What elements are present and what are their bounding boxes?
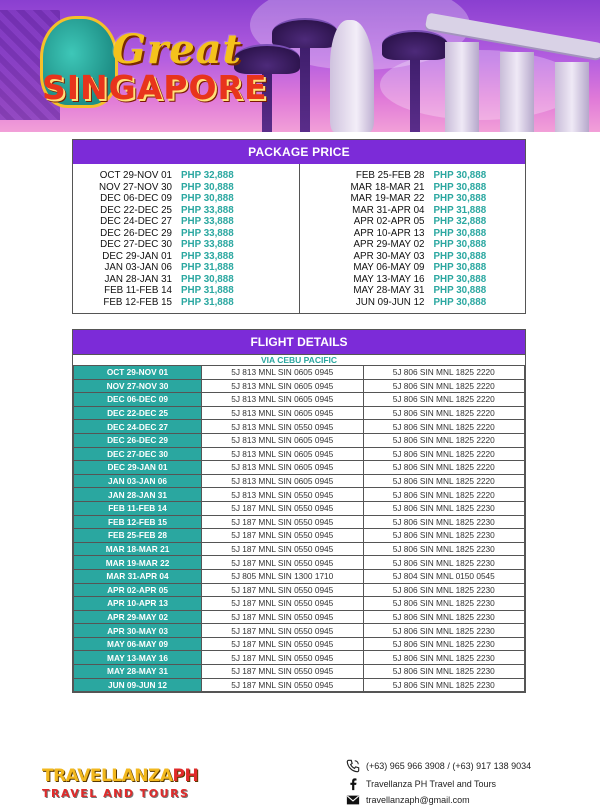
phone-icon (346, 759, 360, 773)
travel-dates: MAR 31-APR 04 (352, 204, 425, 216)
return-flight: 5J 806 SIN MNL 1825 2230 (363, 556, 525, 570)
flight-dates: MAR 31-APR 04 (74, 569, 202, 583)
great-singapore-logo (40, 12, 268, 122)
outbound-flight: 5J 813 MNL SIN 0550 0945 (202, 488, 364, 502)
facebook-page: Travellanza PH Travel and Tours (366, 778, 497, 789)
package-price: PHP 30,888 (433, 262, 487, 273)
outbound-flight: 5J 813 MNL SIN 0605 0945 (202, 379, 364, 393)
package-price: PHP 30,888 (433, 239, 487, 250)
package-price: PHP 31,888 (181, 285, 234, 296)
return-flight: 5J 806 SIN MNL 1825 2220 (363, 461, 525, 475)
package-price: PHP 30,888 (181, 273, 234, 285)
travel-dates: APR 10-APR 13 (353, 227, 425, 239)
price-row (73, 228, 299, 240)
outbound-flight: 5J 187 MNL SIN 0550 0945 (202, 597, 364, 611)
hotel-tower (445, 42, 479, 132)
package-price-title: PACKAGE PRICE (73, 140, 525, 164)
price-row (73, 193, 299, 205)
table-row (74, 420, 525, 434)
package-price-right-column (300, 164, 526, 313)
supertree-decoration (300, 36, 310, 132)
travel-dates: MAR 18-MAR 21 (350, 181, 425, 193)
flight-dates: MAR 18-MAR 21 (74, 542, 202, 556)
package-price: PHP 30,888 (433, 181, 487, 193)
price-row (73, 274, 299, 286)
flight-dates: FEB 25-FEB 28 (74, 529, 202, 543)
return-flight: 5J 806 SIN MNL 1825 2230 (363, 529, 525, 543)
price-row (300, 228, 526, 240)
brand-tagline: TRAVEL AND TOURS (42, 787, 190, 800)
travel-dates: APR 29-MAY 02 (353, 239, 425, 250)
return-flight: 5J 806 SIN MNL 1825 2230 (363, 665, 525, 679)
price-row (300, 274, 526, 286)
package-price: PHP 33,888 (181, 250, 234, 262)
flight-dates: JAN 03-JAN 06 (74, 474, 202, 488)
flight-dates: FEB 12-FEB 15 (74, 515, 202, 529)
outbound-flight: 5J 813 MNL SIN 0605 0945 (202, 393, 364, 407)
table-row (74, 583, 525, 597)
outbound-flight: 5J 805 MNL SIN 1300 1710 (202, 569, 364, 583)
flight-details-title: FLIGHT DETAILS (73, 330, 525, 354)
package-price: PHP 30,888 (433, 273, 487, 285)
outbound-flight: 5J 187 MNL SIN 0550 0945 (202, 529, 364, 543)
flight-dates: JAN 28-JAN 31 (74, 488, 202, 502)
flight-dates: MAY 06-MAY 09 (74, 637, 202, 651)
price-row (300, 239, 526, 251)
outbound-flight: 5J 813 MNL SIN 0605 0945 (202, 406, 364, 420)
outbound-flight: 5J 187 MNL SIN 0550 0945 (202, 624, 364, 638)
travel-dates: JAN 03-JAN 06 (104, 262, 172, 273)
package-price: PHP 32,888 (433, 216, 487, 227)
travel-dates: DEC 29-JAN 01 (102, 250, 172, 262)
flight-dates: APR 30-MAY 03 (74, 624, 202, 638)
outbound-flight: 5J 187 MNL SIN 0550 0945 (202, 651, 364, 665)
price-row (73, 182, 299, 194)
logo-singapore-text: SINGAPORE (42, 68, 268, 107)
table-row (74, 515, 525, 529)
price-row (300, 205, 526, 217)
price-row (73, 297, 299, 309)
return-flight: 5J 806 SIN MNL 1825 2220 (363, 379, 525, 393)
package-price: PHP 31,888 (433, 204, 487, 216)
package-price: PHP 33,888 (181, 227, 234, 239)
table-row (74, 542, 525, 556)
package-price: PHP 33,888 (181, 204, 234, 216)
outbound-flight: 5J 187 MNL SIN 0550 0945 (202, 583, 364, 597)
flight-details-table (72, 329, 526, 693)
price-row (300, 216, 526, 228)
table-row (74, 597, 525, 611)
outbound-flight: 5J 187 MNL SIN 0550 0945 (202, 665, 364, 679)
travel-dates: NOV 27-NOV 30 (99, 181, 172, 193)
outbound-flight: 5J 813 MNL SIN 0605 0945 (202, 447, 364, 461)
price-row (73, 205, 299, 217)
return-flight: 5J 806 SIN MNL 1825 2230 (363, 501, 525, 515)
package-price: PHP 33,888 (181, 239, 234, 250)
price-row (73, 262, 299, 274)
price-row (73, 239, 299, 251)
flight-dates: DEC 22-DEC 25 (74, 406, 202, 420)
travel-dates: MAY 28-MAY 31 (353, 285, 425, 296)
outbound-flight: 5J 187 MNL SIN 0550 0945 (202, 542, 364, 556)
table-row (74, 569, 525, 583)
table-row (74, 433, 525, 447)
table-row (74, 637, 525, 651)
table-row (74, 447, 525, 461)
hotel-tower (555, 62, 589, 132)
flight-dates: APR 10-APR 13 (74, 597, 202, 611)
supertree-decoration (410, 48, 420, 132)
table-row (74, 393, 525, 407)
table-row (74, 529, 525, 543)
package-price: PHP 32,888 (181, 170, 234, 181)
travel-dates: JUN 09-JUN 12 (355, 296, 425, 308)
flight-dates: DEC 29-JAN 01 (74, 461, 202, 475)
travel-dates: MAY 13-MAY 16 (353, 273, 425, 285)
email-address: travellanzaph@gmail.com (366, 794, 470, 805)
package-price: PHP 30,888 (433, 193, 487, 204)
outbound-flight: 5J 813 MNL SIN 0550 0945 (202, 420, 364, 434)
outbound-flight: 5J 813 MNL SIN 0605 0945 (202, 474, 364, 488)
price-row (73, 285, 299, 297)
return-flight: 5J 806 SIN MNL 1825 2220 (363, 366, 525, 380)
price-row (300, 297, 526, 309)
table-row (74, 665, 525, 679)
return-flight: 5J 806 SIN MNL 1825 2230 (363, 583, 525, 597)
travel-dates: DEC 22-DEC 25 (100, 204, 172, 216)
return-flight: 5J 806 SIN MNL 1825 2230 (363, 515, 525, 529)
table-row (74, 678, 525, 692)
flight-schedule (73, 365, 525, 692)
return-flight: 5J 806 SIN MNL 1825 2220 (363, 447, 525, 461)
hotel-tower (500, 52, 534, 132)
price-row (300, 285, 526, 297)
package-price: PHP 30,888 (433, 285, 487, 296)
price-row (73, 216, 299, 228)
table-row (74, 406, 525, 420)
outbound-flight: 5J 187 MNL SIN 0550 0945 (202, 637, 364, 651)
package-price: PHP 31,888 (181, 296, 234, 308)
merlion-statue (330, 20, 374, 132)
flight-dates: DEC 24-DEC 27 (74, 420, 202, 434)
contact-phone (346, 757, 531, 775)
flight-dates: MAY 28-MAY 31 (74, 665, 202, 679)
table-row (74, 379, 525, 393)
table-row (74, 556, 525, 570)
flight-dates: MAY 13-MAY 16 (74, 651, 202, 665)
return-flight: 5J 806 SIN MNL 1825 2220 (363, 393, 525, 407)
flight-dates: OCT 29-NOV 01 (74, 366, 202, 380)
package-price: PHP 30,888 (433, 227, 487, 239)
outbound-flight: 5J 813 MNL SIN 0605 0945 (202, 461, 364, 475)
outbound-flight: 5J 813 MNL SIN 0605 0945 (202, 433, 364, 447)
travel-dates: MAY 06-MAY 09 (353, 262, 425, 273)
phone-numbers: (+63) 965 966 3908 / (+63) 917 138 9034 (366, 760, 532, 771)
flight-dates: FEB 11-FEB 14 (74, 501, 202, 515)
table-row (74, 610, 525, 624)
table-row (74, 474, 525, 488)
travel-dates: APR 02-APR 05 (353, 216, 425, 227)
travel-dates: DEC 26-DEC 29 (100, 227, 172, 239)
package-price: PHP 31,888 (181, 262, 234, 273)
return-flight: 5J 806 SIN MNL 1825 2230 (363, 651, 525, 665)
travel-dates: DEC 06-DEC 09 (100, 193, 172, 204)
price-row (300, 182, 526, 194)
table-row (74, 501, 525, 515)
flight-dates: NOV 27-NOV 30 (74, 379, 202, 393)
return-flight: 5J 804 SIN MNL 0150 0545 (363, 569, 525, 583)
package-price: PHP 30,888 (433, 170, 487, 181)
contact-email (346, 791, 470, 809)
travel-dates: FEB 25-FEB 28 (355, 170, 425, 181)
flight-dates: DEC 27-DEC 30 (74, 447, 202, 461)
brand-name: TRAVELLANZAPH (42, 766, 199, 786)
package-price-left-column (73, 164, 300, 313)
package-price: PHP 33,888 (181, 216, 234, 227)
flight-dates: APR 29-MAY 02 (74, 610, 202, 624)
table-row (74, 651, 525, 665)
travel-dates: MAR 19-MAR 22 (350, 193, 425, 204)
travel-dates: OCT 29-NOV 01 (99, 170, 172, 181)
return-flight: 5J 806 SIN MNL 1825 2220 (363, 420, 525, 434)
table-row (74, 366, 525, 380)
price-row (300, 251, 526, 263)
return-flight: 5J 806 SIN MNL 1825 2230 (363, 597, 525, 611)
table-row (74, 624, 525, 638)
travel-dates: JAN 28-JAN 31 (104, 273, 172, 285)
flight-dates: MAR 19-MAR 22 (74, 556, 202, 570)
travel-dates: APR 30-MAY 03 (353, 250, 425, 262)
flight-dates: DEC 06-DEC 09 (74, 393, 202, 407)
return-flight: 5J 806 SIN MNL 1825 2220 (363, 406, 525, 420)
flight-dates: JUN 09-JUN 12 (74, 678, 202, 692)
package-price: PHP 30,888 (181, 181, 234, 193)
travellanza-logo (42, 766, 202, 810)
facebook-icon (346, 777, 360, 791)
logo-great-text: Great (112, 26, 243, 73)
flight-dates: DEC 26-DEC 29 (74, 433, 202, 447)
outbound-flight: 5J 187 MNL SIN 0550 0945 (202, 678, 364, 692)
header-banner (0, 0, 600, 132)
table-row (74, 488, 525, 502)
price-row (73, 251, 299, 263)
travel-dates: DEC 24-DEC 27 (100, 216, 172, 227)
return-flight: 5J 806 SIN MNL 1825 2230 (363, 610, 525, 624)
travel-dates: FEB 11-FEB 14 (104, 285, 172, 296)
package-price: PHP 30,888 (433, 296, 487, 308)
package-price: PHP 30,888 (433, 250, 487, 262)
email-icon (346, 793, 360, 807)
price-row (300, 170, 526, 182)
return-flight: 5J 806 SIN MNL 1825 2220 (363, 433, 525, 447)
price-row (300, 262, 526, 274)
price-row (300, 193, 526, 205)
price-row (73, 170, 299, 182)
table-row (74, 461, 525, 475)
carrier-label: VIA CEBU PACIFIC (73, 354, 525, 365)
outbound-flight: 5J 187 MNL SIN 0550 0945 (202, 610, 364, 624)
package-price: PHP 30,888 (181, 193, 234, 204)
return-flight: 5J 806 SIN MNL 1825 2230 (363, 678, 525, 692)
return-flight: 5J 806 SIN MNL 1825 2220 (363, 474, 525, 488)
outbound-flight: 5J 187 MNL SIN 0550 0945 (202, 515, 364, 529)
flight-dates: APR 02-APR 05 (74, 583, 202, 597)
return-flight: 5J 806 SIN MNL 1825 2230 (363, 624, 525, 638)
return-flight: 5J 806 SIN MNL 1825 2230 (363, 637, 525, 651)
travel-dates: DEC 27-DEC 30 (100, 239, 172, 250)
outbound-flight: 5J 813 MNL SIN 0605 0945 (202, 366, 364, 380)
package-price-table (72, 139, 526, 314)
return-flight: 5J 806 SIN MNL 1825 2230 (363, 542, 525, 556)
outbound-flight: 5J 187 MNL SIN 0550 0945 (202, 556, 364, 570)
outbound-flight: 5J 187 MNL SIN 0550 0945 (202, 501, 364, 515)
travel-dates: FEB 12-FEB 15 (103, 296, 172, 308)
return-flight: 5J 806 SIN MNL 1825 2220 (363, 488, 525, 502)
